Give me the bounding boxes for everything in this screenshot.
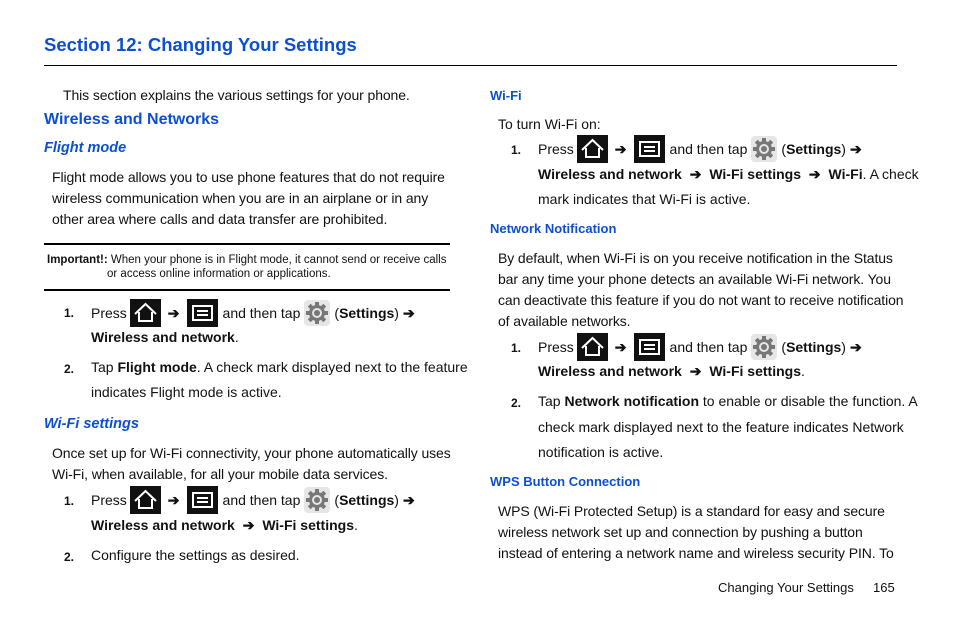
home-icon bbox=[577, 135, 608, 163]
paren-close: ) bbox=[394, 492, 399, 508]
intro-text: This section explains the various settings for your phone. bbox=[63, 87, 410, 103]
important-bottom-rule bbox=[44, 289, 450, 291]
flight-mode-description bbox=[52, 167, 462, 230]
wireless-network-label: Wireless and network bbox=[91, 329, 235, 345]
wifi-step-1-line3: mark indicates that Wi-Fi is active. bbox=[538, 191, 751, 207]
flight-step-2-line2: indicates Flight mode is active. bbox=[91, 384, 282, 400]
arrow-icon: ➔ bbox=[808, 166, 821, 182]
arrow-icon: ➔ bbox=[167, 491, 180, 508]
settings-gear-icon bbox=[303, 299, 331, 327]
important-note bbox=[47, 253, 452, 281]
footer-section: Changing Your Settings bbox=[718, 580, 854, 595]
settings-label: Settings bbox=[786, 339, 842, 355]
step-number: 1. bbox=[64, 306, 75, 320]
text-line: WPS (Wi-Fi Protected Setup) is a standard for easy and secure bbox=[498, 503, 885, 519]
important-text: When your phone is in Flight mode, it cannot send or receive calls bbox=[110, 254, 447, 266]
menu-icon bbox=[187, 299, 218, 327]
important-top-rule bbox=[44, 243, 450, 245]
flight-step-1 bbox=[91, 298, 419, 328]
wifi-settings-label: Wi-Fi settings bbox=[709, 166, 801, 182]
press-text: Press bbox=[538, 339, 574, 355]
settings-label: Settings bbox=[339, 492, 395, 508]
press-text: Press bbox=[91, 305, 127, 321]
flight-mode-label: Flight mode bbox=[117, 359, 197, 375]
page-number: 165 bbox=[873, 580, 895, 595]
paren-open: ( bbox=[781, 339, 787, 355]
notification-step-1-line2: Wireless and network ➔ Wi-Fi settings. bbox=[538, 363, 805, 379]
menu-icon bbox=[187, 486, 218, 514]
arrow-icon: ➔ bbox=[849, 140, 862, 157]
important-text-cont: or access online information or applications. bbox=[107, 268, 331, 280]
arrow-icon: ➔ bbox=[689, 166, 702, 182]
menu-icon bbox=[634, 135, 665, 163]
settings-label: Settings bbox=[339, 305, 395, 321]
step-number: 1. bbox=[64, 494, 75, 508]
arrow-icon: ➔ bbox=[402, 491, 415, 508]
arrow-icon: ➔ bbox=[689, 363, 702, 379]
wifi-settings-step-1 bbox=[91, 485, 419, 515]
then-tap-text: and then tap bbox=[222, 492, 301, 508]
wifi-settings-step-2: Configure the settings as desired. bbox=[91, 547, 300, 563]
paren-close: ) bbox=[841, 339, 846, 355]
wifi-label: Wi-Fi bbox=[828, 166, 863, 182]
paren-close: ) bbox=[841, 141, 846, 157]
step-2-rest: . A check mark displayed next to the feature bbox=[196, 359, 468, 375]
step-number: 1. bbox=[511, 143, 522, 157]
home-icon bbox=[577, 333, 608, 361]
text-line: Wi-Fi, when available, for all your mobile data services. bbox=[52, 466, 388, 482]
network-notification-description bbox=[498, 248, 908, 332]
settings-gear-icon bbox=[303, 486, 331, 514]
arrow-icon: ➔ bbox=[242, 517, 255, 533]
wifi-settings-heading: Wi-Fi settings bbox=[44, 416, 139, 432]
press-text: Press bbox=[91, 492, 127, 508]
notification-step-2 bbox=[538, 393, 918, 409]
wifi-settings-label: Wi-Fi settings bbox=[262, 517, 354, 533]
arrow-icon: ➔ bbox=[849, 338, 862, 355]
settings-gear-icon bbox=[750, 135, 778, 163]
step-number: 1. bbox=[511, 341, 522, 355]
wifi-settings-label: Wi-Fi settings bbox=[709, 363, 801, 379]
network-notification-label: Network notification bbox=[564, 393, 700, 409]
wps-heading: WPS Button Connection bbox=[490, 474, 641, 489]
text-line: By default, when Wi-Fi is on you receive notification in the Status bbox=[498, 250, 893, 266]
paren-open: ( bbox=[334, 305, 340, 321]
arrow-icon: ➔ bbox=[614, 140, 627, 157]
text-line: wireless network set up and connection by pushing a button bbox=[498, 524, 863, 540]
wireless-network-label: Wireless and network bbox=[538, 166, 682, 182]
tap-text: Tap bbox=[91, 359, 114, 375]
tap-text: Tap bbox=[538, 393, 561, 409]
wireless-network-label: Wireless and network bbox=[538, 363, 682, 379]
press-text: Press bbox=[538, 141, 574, 157]
wireless-heading: Wireless and Networks bbox=[44, 111, 220, 128]
text-line: Once set up for Wi-Fi connectivity, your phone automatically uses bbox=[52, 445, 451, 461]
notification-step-1 bbox=[538, 332, 866, 362]
wireless-network-label: Wireless and network bbox=[91, 517, 235, 533]
notification-step-2-line2: check mark displayed next to the feature indicates Network bbox=[538, 419, 904, 435]
arrow-icon: ➔ bbox=[402, 304, 415, 321]
notification-step-2-line3: notification is active. bbox=[538, 444, 664, 460]
settings-label: Settings bbox=[786, 141, 842, 157]
home-icon bbox=[130, 486, 161, 514]
text-line: Flight mode allows you to use phone features that do not require bbox=[52, 169, 445, 185]
step-number: 2. bbox=[64, 550, 75, 564]
text-line: wireless communication when you are in an airplane or in any bbox=[52, 190, 429, 206]
wps-description bbox=[498, 501, 908, 564]
text-line: instead of entering a network name and wireless security PIN. To bbox=[498, 545, 894, 561]
wifi-step-1 bbox=[538, 134, 866, 164]
wifi-step-1-line2 bbox=[538, 166, 919, 183]
wifi-intro: To turn Wi-Fi on: bbox=[498, 116, 601, 132]
step-number: 2. bbox=[511, 396, 522, 410]
flight-step-1-line2: Wireless and network. bbox=[91, 329, 239, 345]
wifi-settings-step-1-line2: Wireless and network ➔ Wi-Fi settings. bbox=[91, 517, 358, 533]
home-icon bbox=[130, 299, 161, 327]
flight-step-2 bbox=[91, 359, 468, 375]
paren-open: ( bbox=[334, 492, 340, 508]
then-tap-text: and then tap bbox=[222, 305, 301, 321]
step-number: 2. bbox=[64, 362, 75, 376]
text-line: other area where calls and data transfer are prohibited. bbox=[52, 211, 388, 227]
network-notification-heading: Network Notification bbox=[490, 221, 617, 236]
step-2-rest: to enable or disable the function. A bbox=[699, 393, 918, 409]
wifi-settings-description bbox=[52, 443, 462, 485]
arrow-icon: ➔ bbox=[167, 304, 180, 321]
paren-close: ) bbox=[394, 305, 399, 321]
then-tap-text: and then tap bbox=[669, 339, 748, 355]
check-text: . A check bbox=[862, 166, 919, 182]
settings-gear-icon bbox=[750, 333, 778, 361]
important-label: Important!: bbox=[47, 254, 108, 266]
text-line: can deactivate this feature if you do not want to receive notification bbox=[498, 292, 904, 308]
then-tap-text: and then tap bbox=[669, 141, 748, 157]
title-rule bbox=[44, 65, 897, 66]
page-title: Section 12: Changing Your Settings bbox=[44, 34, 357, 55]
menu-icon bbox=[634, 333, 665, 361]
text-line: bar any time your phone detects an available Wi-Fi network. You bbox=[498, 271, 891, 287]
arrow-icon: ➔ bbox=[614, 338, 627, 355]
paren-open: ( bbox=[781, 141, 787, 157]
text-line: of available networks. bbox=[498, 313, 631, 329]
flight-mode-heading: Flight mode bbox=[44, 140, 127, 156]
wifi-heading: Wi-Fi bbox=[490, 88, 522, 103]
